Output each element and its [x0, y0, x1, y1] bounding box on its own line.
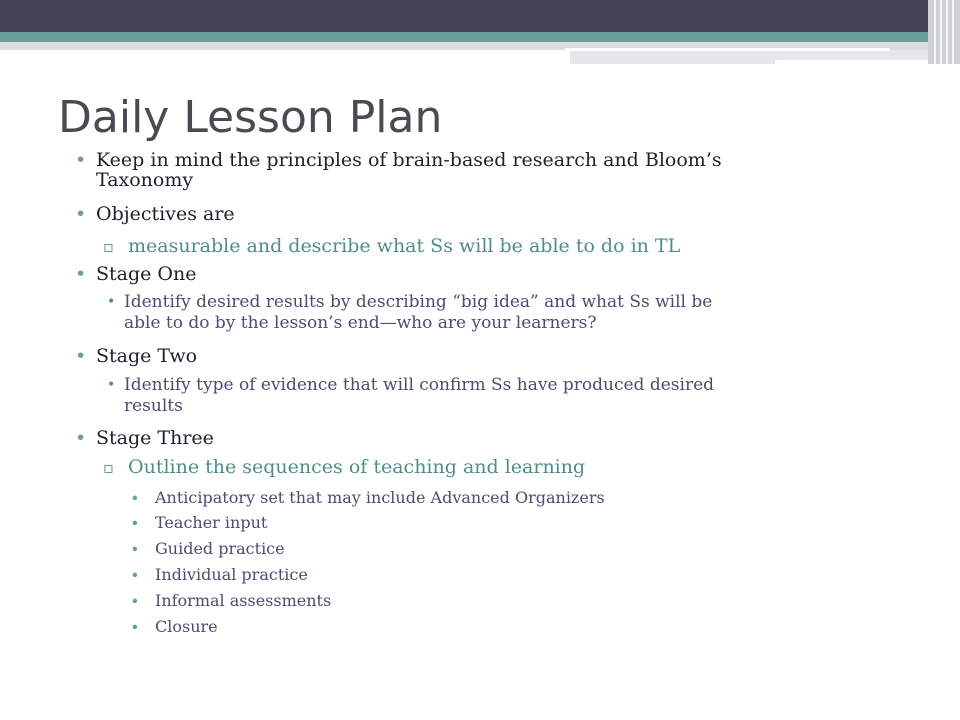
bullet-marker: •	[75, 149, 87, 171]
header-dark-band	[0, 0, 960, 32]
header-corner-stripe	[952, 0, 954, 64]
dot-bullet-marker: ∙	[131, 617, 139, 636]
bullet-text: Objectives are	[96, 203, 235, 225]
sub-sub-bullet-text: Closure	[155, 617, 218, 636]
bullet-marker: •	[107, 377, 116, 393]
sub-bullet-text: measurable and describe what Ss will be able to do in TL	[128, 235, 681, 257]
dot-bullet-marker: ∙	[131, 591, 139, 610]
bullet-marker: •	[107, 294, 116, 310]
sub-bullet-text: Identify type of evidence that will confirm Ss have produced desired	[124, 375, 715, 395]
bullet-marker: •	[75, 345, 87, 367]
header-corner-stripe	[940, 0, 942, 64]
dot-bullet-marker: ∙	[131, 539, 139, 558]
header-corner-stripe	[934, 0, 936, 64]
sub-bullet-text: Outline the sequences of teaching and learning	[128, 456, 586, 478]
sub-bullet-text: Identify desired results by describing “big idea” and what Ss will be	[124, 292, 713, 312]
bullet-text: Stage Three	[96, 427, 214, 449]
sub-bullet-text-continued: results	[124, 396, 183, 416]
square-bullet-marker: ▫	[103, 237, 114, 256]
bullet-marker: •	[75, 263, 87, 285]
slide-title: Daily Lesson Plan	[58, 92, 443, 143]
sub-bullet-text-continued: able to do by the lesson’s end—who are your learners?	[124, 313, 597, 333]
header-corner-block	[928, 0, 960, 64]
sub-sub-bullet-text: Informal assessments	[155, 591, 332, 610]
bullet-text: Stage Two	[96, 345, 198, 367]
header-teal-band	[0, 32, 960, 42]
sub-sub-bullet-text: Guided practice	[155, 539, 285, 558]
header-corner-stripe	[946, 0, 948, 64]
bullet-text: Keep in mind the principles of brain-based research and Bloom’s	[96, 149, 722, 171]
bullet-text-continued: Taxonomy	[96, 169, 194, 191]
dot-bullet-marker: ∙	[131, 513, 139, 532]
dot-bullet-marker: ∙	[131, 488, 139, 507]
sub-sub-bullet-text: Anticipatory set that may include Advanced Organizers	[155, 488, 605, 507]
sub-sub-bullet-text: Individual practice	[155, 565, 308, 584]
dot-bullet-marker: ∙	[131, 565, 139, 584]
bullet-marker: •	[75, 427, 87, 449]
sub-sub-bullet-text: Teacher input	[155, 513, 268, 532]
bullet-marker: •	[75, 203, 87, 225]
square-bullet-marker: ▫	[103, 458, 114, 477]
header-highlight-line	[565, 48, 890, 51]
bullet-text: Stage One	[96, 263, 197, 285]
